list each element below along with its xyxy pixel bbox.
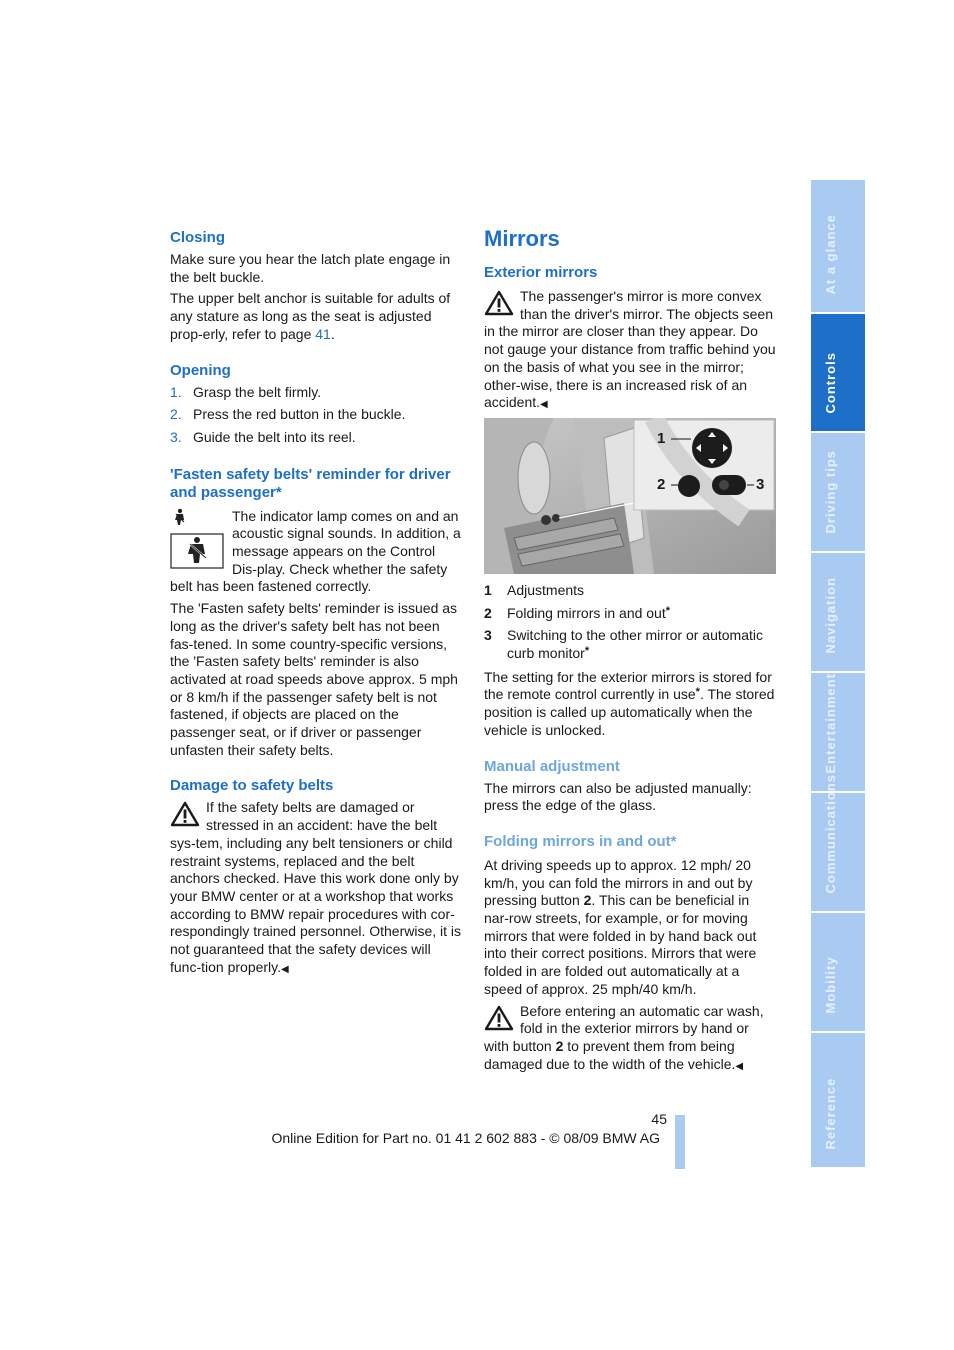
reminder-paragraph-2: The 'Fasten safety belts' reminder is issued as long as the driver's safety belt has not been fas-tened. In some country-specific versions, the 'Fasten safety belts' reminder is also activated at road speeds above approx. 5 mph or 8 km/h if the passenger safety belt is not fastened, if objects are placed on the passenger seat, or if driver or passenger unfasten their safety belts. [170,600,458,758]
exterior-mirrors-heading: Exterior mirrors [484,264,598,281]
figure-legend [484,582,776,663]
car-wash-warning: Before entering an automatic car wash, fold in the exterior mirrors by hand or with button 2 to prevent them from being damaged due to the width of the vehicle.◀ [484,1002,764,1072]
list-item: 1 Adjustments [484,581,585,598]
manual-adjustment-paragraph: The mirrors can also be adjusted manually: press the edge of the glass. [484,779,752,814]
footer-bar [675,1115,685,1169]
figure-label-2: 2 [657,475,666,493]
closing-heading: Closing [170,229,225,246]
list-item: 2 Folding mirrors in and out* [484,604,671,621]
reminder-heading: 'Fasten safety belts' reminder for driver and passenger* [170,465,451,501]
warning-icon [484,1005,514,1031]
figure-code: W6CH04/44A [768,517,775,561]
warning-icon [170,801,200,827]
closing-paragraph-1: Make sure you hear the latch plate engage in the belt buckle. [170,251,451,285]
tab-entertainment[interactable]: Entertainment [811,673,865,791]
opening-steps [170,384,462,447]
tab-navigation[interactable]: Navigation [811,553,865,671]
closing-paragraph-2: The upper belt anchor is suitable for adults of any stature as long as the seat is adjusted prop-erly, refer to page 41. [170,290,451,342]
tab-driving-tips[interactable]: Driving tips [811,433,865,551]
end-mark-icon: ◀ [735,1060,744,1072]
folding-paragraph: At driving speeds up to approx. 12 mph/ 20 km/h, you can fold the mirrors in and out by pressing button 2. This can be beneficial in nar-row streets, for example, or for moving mirrors that were folded in by hand back out into their correct positions. Mirrors that were folded in are folded out automatically at a speed of approx. 25 mph/40 km/h. [484,856,757,997]
opening-heading: Opening [170,361,231,379]
exterior-warning: The passenger's mirror is more convex than the driver's mirror. The objects seen in the mirror are closer than they appear. Do not gauge your distance from traffic behind you on the basis of what you see in the mirror; other-wise, there is an increased risk of an accident.◀ [484,288,776,411]
figure-label-3: 3 [756,475,765,493]
footer-edition-text: Online Edition for Part no. 01 41 2 602 883 - © 08/09 BMW AG [271,1130,660,1146]
page-title: Mirrors [484,226,560,251]
figure-label-1: 1 [657,429,666,447]
tab-reference[interactable]: Reference [811,1033,865,1167]
end-mark-icon: ◀ [540,399,548,411]
list-item: 3 Switching to the other mirror or automatic curb monitor* [484,627,763,662]
folding-mirrors-heading: Folding mirrors in and out* [484,832,677,850]
reminder-paragraph-1: The indicator lamp comes on and an acoustic signal sounds. In addition, a message appears on the Control Dis-play. Check whether the safety belt has been fastened correctly. [170,507,461,595]
manual-adjustment-heading: Manual adjustment [484,757,620,775]
reminder-block [170,508,462,597]
seatbelt-indicator-icon [170,508,226,570]
tab-controls[interactable]: Controls [811,314,865,431]
list-item: 1. Grasp the belt firmly. [170,383,322,400]
door-panel-illustration [484,418,776,574]
end-mark-icon: ◀ [281,963,289,975]
list-item: 2. Press the red button in the buckle. [170,406,406,423]
left-column [170,229,462,983]
mirror-controls-figure [484,418,776,574]
damage-warning: If the safety belts are damaged or stressed in an accident: have the belt sys-tem, including any belt tensioners or child restraint systems, replaced and the belt anchors checked. Have this work done only by your BMW center or at a workshop that works according to BMW repair procedures with cor-respondingly trained personnel. Otherwise, it is not guaranteed that the safety devices will func-tion properly.◀ [170,799,462,975]
damage-heading: Damage to safety belts [170,777,334,795]
page-reference-link[interactable]: 41 [315,325,331,342]
tab-at-a-glance[interactable]: At a glance [811,180,865,312]
tab-communications[interactable]: Communications [811,793,865,911]
list-item: 3. Guide the belt into its reel. [170,428,356,445]
right-column [484,226,776,1079]
warning-icon [484,290,514,316]
chapter-tabs [811,180,865,1167]
page-number: 45 [651,1111,667,1127]
stored-setting-paragraph: The setting for the exterior mirrors is stored for the remote control currently in use*. The stored position is called up automatically when the vehicle is unlocked. [484,668,775,738]
tab-mobility[interactable]: Mobility [811,913,865,1031]
